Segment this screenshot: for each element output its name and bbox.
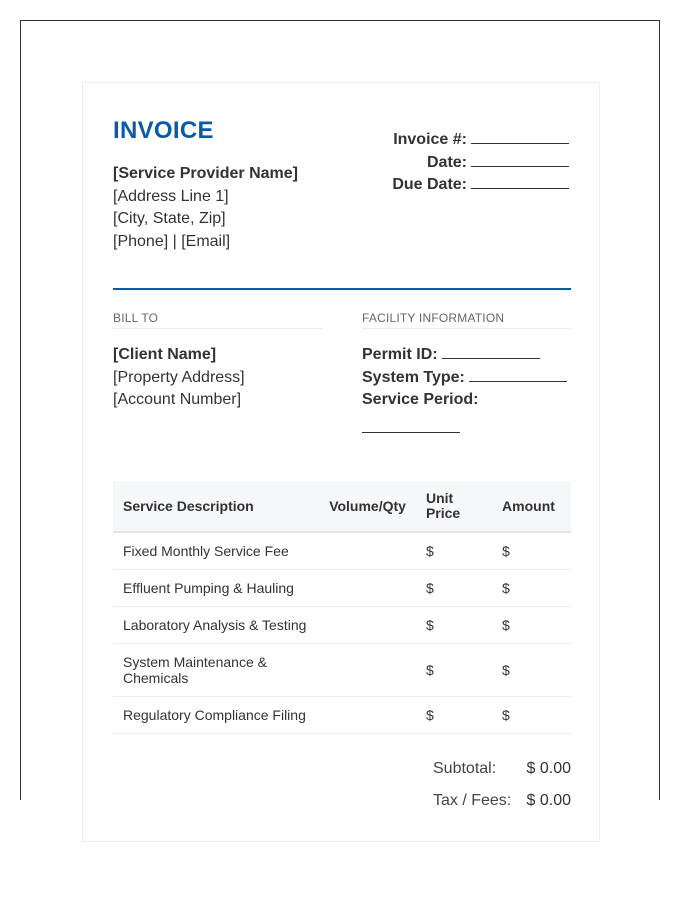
provider-city: [City, State, Zip] [113, 210, 226, 227]
property-address: [Property Address] [113, 368, 245, 386]
permit-label: Permit ID: [362, 346, 438, 363]
cell-description: Effluent Pumping & Hauling [113, 570, 319, 607]
provider-contact: [Phone] | [Email] [113, 232, 231, 250]
subtotal-value: $ 0.00 [526, 760, 571, 777]
client-name: [Client Name] [113, 346, 217, 363]
period-blank [362, 412, 460, 433]
system-row [362, 367, 577, 390]
cell-amount: $ [492, 570, 571, 607]
table-row [113, 532, 571, 570]
permit-blank [442, 345, 540, 359]
bill-to-heading: BILL TO [113, 311, 322, 329]
invoice-meta [349, 129, 569, 197]
due-date-blank [471, 175, 569, 189]
invoice-number-blank [471, 130, 569, 144]
provider-name: [Service Provider Name] [113, 165, 298, 182]
bill-to-block [113, 344, 245, 412]
invoice-number-row [349, 129, 569, 152]
header-amount: Amount [492, 481, 571, 532]
cell-qty [319, 607, 416, 644]
cell-description: Laboratory Analysis & Testing [113, 607, 319, 644]
table-row [113, 607, 571, 644]
system-blank [469, 368, 567, 382]
period-row [362, 389, 577, 433]
tax-label: Tax / Fees: [433, 792, 512, 809]
cell-description: Fixed Monthly Service Fee [113, 532, 319, 570]
cell-unit-price: $ [416, 570, 492, 607]
date-label: Date: [426, 153, 467, 171]
facility-block [362, 344, 577, 433]
tax-value: $ 0.00 [526, 792, 571, 809]
table-row [113, 644, 571, 697]
cell-description: System Maintenance & Chemicals [113, 644, 319, 697]
account-number: [Account Number] [113, 391, 242, 408]
invoice-title: INVOICE [113, 117, 214, 144]
cell-unit-price: $ [416, 532, 492, 570]
cell-amount: $ [492, 532, 571, 570]
document-viewport [20, 20, 660, 809]
cell-amount: $ [492, 697, 571, 734]
cell-amount: $ [492, 644, 571, 697]
cell-qty [319, 697, 416, 734]
cell-qty [319, 532, 416, 570]
system-label: System Type: [362, 368, 465, 386]
date-blank [471, 153, 569, 167]
table-header-row [113, 481, 571, 532]
header-divider [113, 288, 571, 290]
facility-heading: FACILITY INFORMATION [362, 311, 571, 329]
period-label: Service Period: [362, 391, 479, 408]
cell-amount: $ [492, 607, 571, 644]
cell-qty [319, 570, 416, 607]
table-row [113, 697, 571, 734]
cell-qty [319, 644, 416, 697]
tax-row [433, 791, 571, 811]
permit-row [362, 344, 577, 367]
header-volume-qty: Volume/Qty [319, 481, 416, 532]
invoice-page [82, 82, 600, 842]
cell-description: Regulatory Compliance Filing [113, 697, 319, 734]
totals-block [433, 759, 571, 823]
cell-unit-price: $ [416, 644, 492, 697]
subtotal-row [433, 759, 571, 779]
header-service-description: Service Description [113, 481, 319, 532]
cell-unit-price: $ [416, 697, 492, 734]
due-date-row [349, 174, 569, 197]
subtotal-label: Subtotal: [433, 760, 497, 777]
due-date-label: Due Date: [392, 176, 467, 193]
header-unit-price: Unit Price [416, 481, 492, 532]
provider-block [113, 163, 298, 253]
provider-address: [Address Line 1] [113, 187, 229, 205]
invoice-number-label: Invoice #: [393, 131, 467, 148]
table-row [113, 570, 571, 607]
date-row [349, 152, 569, 175]
cell-unit-price: $ [416, 607, 492, 644]
services-table [113, 481, 571, 734]
